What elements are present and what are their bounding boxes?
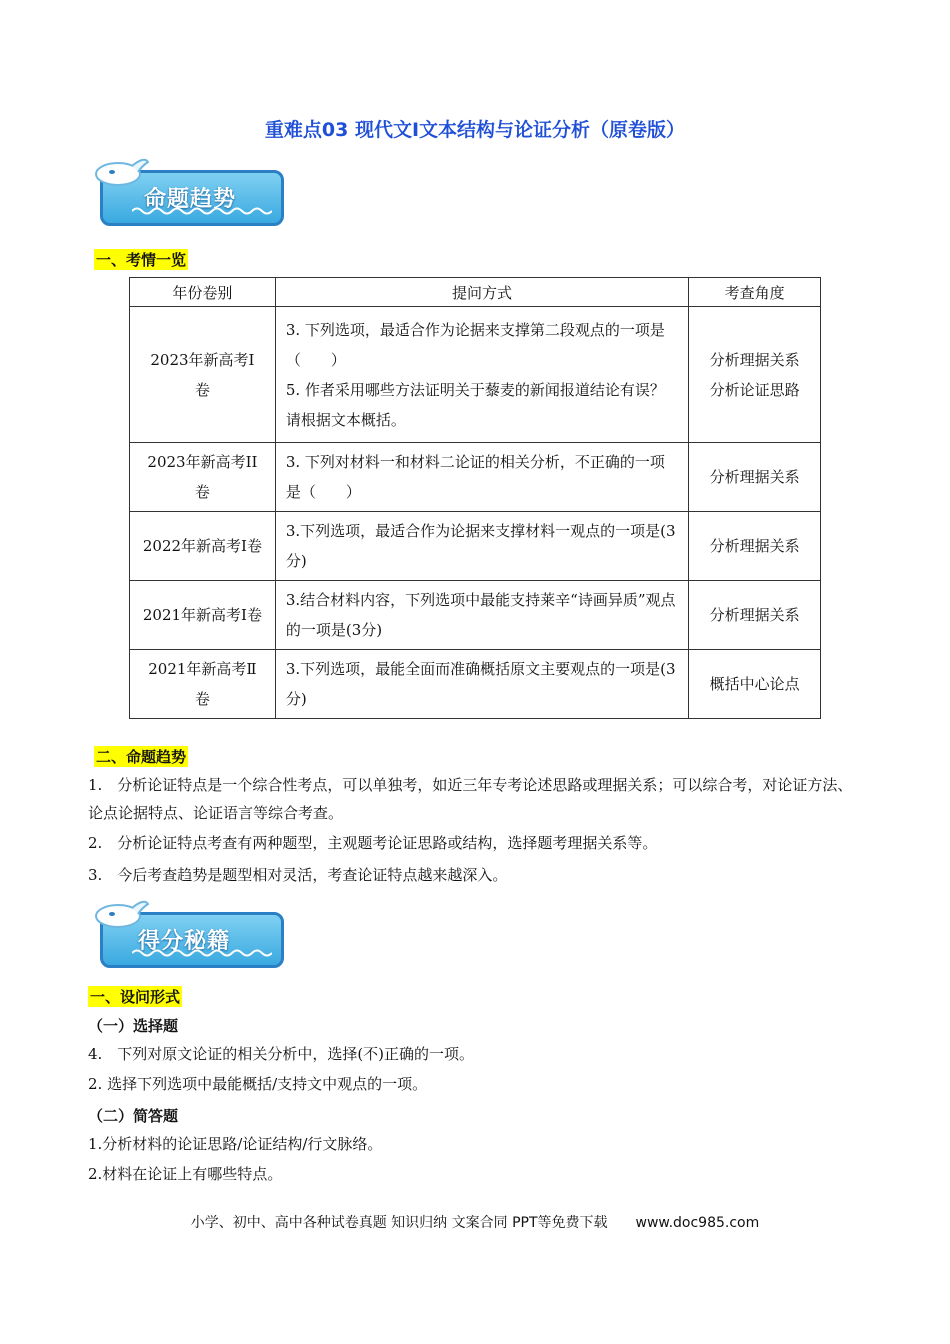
question-text: 3. 下列选项，最适合作为论据来支撑第二段观点的一项是（ ） [285, 320, 665, 369]
cell-question [275, 307, 688, 443]
cell-year: 2022年新高考Ⅰ卷 [130, 512, 276, 581]
angle-text: 分析理据关系 [709, 468, 800, 486]
section-heading-forms: 一、设问形式 [90, 988, 181, 1006]
table-row [130, 443, 821, 512]
banner-label: 得分秘籍 [138, 929, 231, 954]
subheading-short-answer: （二）简答题 [88, 1107, 179, 1125]
form-item: 2. 选择下列选项中最能概括/支持文中观点的一项。 [88, 1075, 428, 1093]
banner-trend [92, 156, 290, 230]
table-header-row [130, 278, 821, 307]
header-angle: 考查角度 [689, 278, 821, 307]
cell-angle [689, 307, 821, 443]
banner-tips [92, 898, 290, 972]
question-text: 3.下列选项，最能全面而准确概括原文主要观点的一项是(3分) [285, 660, 676, 708]
exam-table [129, 277, 821, 719]
page-title: 重难点03 现代文I文本结构与论证分析（原卷版） [264, 119, 686, 141]
trend-item: 2. 分析论证特点考查有两种题型，主观题考论证思路或结构，选择题考理据关系等。 [88, 834, 658, 852]
footer-text: 小学、初中、高中各种试卷真题 知识归纳 文案合同 PPT等免费下载 [190, 1215, 608, 1231]
cell-angle [689, 581, 821, 650]
cell-question [275, 581, 688, 650]
cell-question [275, 443, 688, 512]
header-year: 年份卷别 [130, 278, 276, 307]
subheading-choice: （一）选择题 [88, 1017, 179, 1035]
angle-text: 分析论证思路 [709, 380, 800, 399]
cell-question [275, 512, 688, 581]
form-item: 1.分析材料的论证思路/论证结构/行文脉络。 [88, 1135, 383, 1153]
form-item: 4. 下列对原文论证的相关分析中，选择(不)正确的一项。 [88, 1045, 475, 1063]
footer-site-link[interactable]: www.doc985.com [635, 1215, 760, 1231]
question-text: 3.下列选项，最适合作为论据来支撑材料一观点的一项是(3分) [285, 522, 676, 570]
table-row [130, 512, 821, 581]
footer [0, 1212, 950, 1232]
section-heading-trend: 二、命题趋势 [96, 748, 187, 766]
question-text: 3. 下列对材料一和材料二论证的相关分析，不正确的一项是（ ） [285, 453, 665, 501]
trend-item: 3. 今后考查趋势是题型相对灵活，考查论证特点越来越深入。 [88, 866, 508, 884]
angle-text: 概括中心论点 [709, 675, 800, 693]
section-heading-overview: 一、考情一览 [96, 251, 187, 269]
cell-year: 2021年新高考Ⅱ卷 [130, 650, 276, 719]
banner-label: 命题趋势 [144, 187, 237, 212]
cell-year: 2023年新高考II卷 [130, 443, 276, 512]
form-item: 2.材料在论证上有哪些特点。 [88, 1165, 283, 1183]
header-question: 提问方式 [275, 278, 688, 307]
cell-question [275, 650, 688, 719]
question-text: 3.结合材料内容，下列选项中最能支持莱辛“诗画异质”观点的一项是(3分) [285, 591, 676, 639]
angle-text: 分析理据关系 [709, 606, 800, 624]
table-row [130, 307, 821, 443]
cell-angle [689, 443, 821, 512]
angle-text: 分析理据关系 [709, 537, 800, 555]
question-text: 5. 作者采用哪些方法证明关于藜麦的新闻报道结论有误？请根据文本概括。 [285, 380, 665, 429]
cell-angle [689, 650, 821, 719]
cell-year: 2023年新高考I卷 [130, 307, 276, 443]
dolphin-icon [92, 156, 152, 206]
wave-icon [132, 206, 272, 216]
table-row [130, 650, 821, 719]
angle-text: 分析理据关系 [709, 350, 800, 369]
trend-item: 1. 分析论证特点是一个综合性考点，可以单独考，如近三年专考论述思路或理据关系；可以综合考，对论证方法、论点论据特点、论证语言等综合考查。 [88, 776, 853, 822]
table-row [130, 581, 821, 650]
cell-angle [689, 512, 821, 581]
cell-year: 2021年新高考Ⅰ卷 [130, 581, 276, 650]
wave-icon [132, 948, 272, 958]
